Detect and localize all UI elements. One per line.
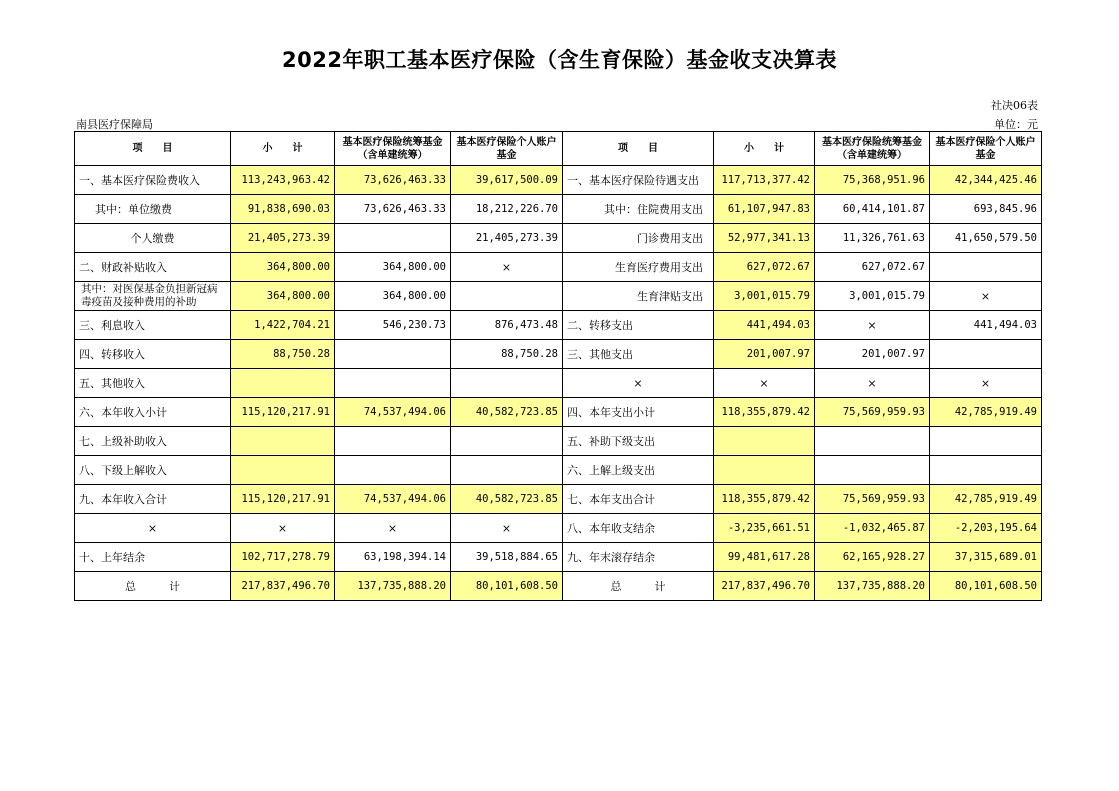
expense-subtotal: 118,355,879.42 — [714, 485, 815, 514]
income-personal: × — [451, 514, 563, 543]
header-income-personal-account: 基本医疗保险个人账户基金 — [451, 132, 563, 166]
expense-item: 三、其他支出 — [563, 340, 714, 369]
income-personal: 18,212,226.70 — [451, 195, 563, 224]
income-personal: 80,101,608.50 — [451, 572, 563, 601]
income-pooled — [335, 427, 451, 456]
expense-item: 五、补助下级支出 — [563, 427, 714, 456]
expense-subtotal: 99,481,617.28 — [714, 543, 815, 572]
income-pooled — [335, 224, 451, 253]
expense-personal: × — [930, 369, 1042, 398]
income-item: 八、下级上解收入 — [75, 456, 231, 485]
expense-item: 生育医疗费用支出 — [563, 253, 714, 282]
income-pooled: 137,735,888.20 — [335, 572, 451, 601]
table-header-row — [75, 132, 1042, 166]
expense-subtotal: 61,107,947.83 — [714, 195, 815, 224]
expense-item: 六、上解上级支出 — [563, 456, 714, 485]
income-pooled: 73,626,463.33 — [335, 195, 451, 224]
income-subtotal: 88,750.28 — [231, 340, 335, 369]
expense-subtotal: 52,977,341.13 — [714, 224, 815, 253]
income-pooled: 364,800.00 — [335, 282, 451, 311]
table-row — [75, 282, 1042, 311]
organization-name: 南县医疗保障局 — [76, 118, 153, 131]
expense-personal: -2,203,195.64 — [930, 514, 1042, 543]
expense-pooled: 60,414,101.87 — [815, 195, 930, 224]
expense-pooled: 137,735,888.20 — [815, 572, 930, 601]
table-row — [75, 195, 1042, 224]
income-subtotal: 102,717,278.79 — [231, 543, 335, 572]
header-expense-personal-account: 基本医疗保险个人账户基金 — [930, 132, 1042, 166]
income-subtotal: 115,120,217.91 — [231, 485, 335, 514]
expense-pooled: 62,165,928.27 — [815, 543, 930, 572]
expense-item: 二、转移支出 — [563, 311, 714, 340]
expense-subtotal: 627,072.67 — [714, 253, 815, 282]
income-personal: 876,473.48 — [451, 311, 563, 340]
expense-subtotal: 441,494.03 — [714, 311, 815, 340]
income-subtotal: 21,405,273.39 — [231, 224, 335, 253]
expense-pooled — [815, 427, 930, 456]
income-subtotal: × — [231, 514, 335, 543]
expense-personal: 693,845.96 — [930, 195, 1042, 224]
expense-personal: × — [930, 282, 1042, 311]
income-pooled: 364,800.00 — [335, 253, 451, 282]
income-personal — [451, 427, 563, 456]
expense-subtotal: 217,837,496.70 — [714, 572, 815, 601]
income-item: 其中：对医保基金负担新冠病毒疫苗及接种费用的补助 — [75, 282, 231, 311]
currency-unit: 单位：元 — [994, 118, 1038, 131]
expense-subtotal: × — [714, 369, 815, 398]
expense-personal: 41,650,579.50 — [930, 224, 1042, 253]
table-row — [75, 456, 1042, 485]
expense-personal — [930, 456, 1042, 485]
expense-pooled: 75,368,951.96 — [815, 166, 930, 195]
expense-pooled — [815, 456, 930, 485]
income-personal: 39,617,500.09 — [451, 166, 563, 195]
expense-subtotal: 3,001,015.79 — [714, 282, 815, 311]
income-pooled: 73,626,463.33 — [335, 166, 451, 195]
income-item: 九、本年收入合计 — [75, 485, 231, 514]
income-pooled: 546,230.73 — [335, 311, 451, 340]
income-item: 十、上年结余 — [75, 543, 231, 572]
expense-pooled: 3,001,015.79 — [815, 282, 930, 311]
expense-personal: 441,494.03 — [930, 311, 1042, 340]
income-pooled: 74,537,494.06 — [335, 485, 451, 514]
expense-pooled: -1,032,465.87 — [815, 514, 930, 543]
expense-pooled: × — [815, 369, 930, 398]
expense-pooled: 627,072.67 — [815, 253, 930, 282]
table-row — [75, 543, 1042, 572]
income-item: 四、转移收入 — [75, 340, 231, 369]
expense-item: 四、本年支出小计 — [563, 398, 714, 427]
income-subtotal — [231, 369, 335, 398]
table-row — [75, 166, 1042, 195]
expense-subtotal: 118,355,879.42 — [714, 398, 815, 427]
settlement-table — [74, 131, 1042, 601]
income-item: 六、本年收入小计 — [75, 398, 231, 427]
expense-item: 九、年末滚存结余 — [563, 543, 714, 572]
income-personal — [451, 282, 563, 311]
income-subtotal — [231, 456, 335, 485]
page-title: 2022年职工基本医疗保险（含生育保险）基金收支决算表 — [282, 48, 837, 72]
expense-personal: 42,785,919.49 — [930, 398, 1042, 427]
table-row — [75, 253, 1042, 282]
table-row — [75, 369, 1042, 398]
header-expense-subtotal: 小 计 — [714, 132, 815, 166]
expense-pooled: 201,007.97 — [815, 340, 930, 369]
income-pooled: 74,537,494.06 — [335, 398, 451, 427]
income-item: 三、利息收入 — [75, 311, 231, 340]
table-row — [75, 340, 1042, 369]
income-item: × — [75, 514, 231, 543]
income-subtotal: 217,837,496.70 — [231, 572, 335, 601]
expense-subtotal: 201,007.97 — [714, 340, 815, 369]
table-row-total — [75, 572, 1042, 601]
income-item: 七、上级补助收入 — [75, 427, 231, 456]
header-expense-item: 项 目 — [563, 132, 714, 166]
expense-personal — [930, 253, 1042, 282]
income-subtotal: 1,422,704.21 — [231, 311, 335, 340]
form-code: 社决06表 — [991, 99, 1038, 112]
income-item: 其中：单位缴费 — [75, 195, 231, 224]
expense-item: 门诊费用支出 — [563, 224, 714, 253]
table-row — [75, 311, 1042, 340]
income-pooled — [335, 456, 451, 485]
income-item: 五、其他收入 — [75, 369, 231, 398]
expense-total-label: 总 计 — [563, 572, 714, 601]
income-personal — [451, 456, 563, 485]
income-personal: 40,582,723.85 — [451, 485, 563, 514]
header-income-subtotal: 小 计 — [231, 132, 335, 166]
income-personal — [451, 369, 563, 398]
income-total-label: 总 计 — [75, 572, 231, 601]
expense-personal: 80,101,608.50 — [930, 572, 1042, 601]
income-subtotal — [231, 427, 335, 456]
expense-pooled: × — [815, 311, 930, 340]
income-pooled — [335, 369, 451, 398]
expense-pooled: 75,569,959.93 — [815, 398, 930, 427]
expense-personal: 42,344,425.46 — [930, 166, 1042, 195]
table-row — [75, 224, 1042, 253]
income-subtotal: 364,800.00 — [231, 282, 335, 311]
income-personal: 21,405,273.39 — [451, 224, 563, 253]
header-income-item: 项 目 — [75, 132, 231, 166]
expense-subtotal: -3,235,661.51 — [714, 514, 815, 543]
expense-personal — [930, 427, 1042, 456]
income-personal: 88,750.28 — [451, 340, 563, 369]
expense-subtotal — [714, 456, 815, 485]
income-subtotal: 113,243,963.42 — [231, 166, 335, 195]
income-item: 二、财政补贴收入 — [75, 253, 231, 282]
table-row — [75, 485, 1042, 514]
expense-personal — [930, 340, 1042, 369]
income-item: 个人缴费 — [75, 224, 231, 253]
income-subtotal: 91,838,690.03 — [231, 195, 335, 224]
income-item: 一、基本医疗保险费收入 — [75, 166, 231, 195]
expense-personal: 37,315,689.01 — [930, 543, 1042, 572]
expense-item: 其中：住院费用支出 — [563, 195, 714, 224]
income-personal: × — [451, 253, 563, 282]
expense-pooled: 11,326,761.63 — [815, 224, 930, 253]
income-personal: 39,518,884.65 — [451, 543, 563, 572]
expense-personal: 42,785,919.49 — [930, 485, 1042, 514]
table-row — [75, 398, 1042, 427]
expense-subtotal — [714, 427, 815, 456]
expense-item: 七、本年支出合计 — [563, 485, 714, 514]
expense-item: 生育津贴支出 — [563, 282, 714, 311]
table-row — [75, 514, 1042, 543]
expense-item: 一、基本医疗保险待遇支出 — [563, 166, 714, 195]
income-pooled: 63,198,394.14 — [335, 543, 451, 572]
expense-item: 八、本年收支结余 — [563, 514, 714, 543]
income-personal: 40,582,723.85 — [451, 398, 563, 427]
table-row — [75, 427, 1042, 456]
header-income-pooled-fund: 基本医疗保险统筹基金（含单建统筹） — [335, 132, 451, 166]
header-expense-pooled-fund: 基本医疗保险统筹基金（含单建统筹） — [815, 132, 930, 166]
income-pooled — [335, 340, 451, 369]
income-pooled: × — [335, 514, 451, 543]
income-subtotal: 115,120,217.91 — [231, 398, 335, 427]
expense-item: × — [563, 369, 714, 398]
expense-pooled: 75,569,959.93 — [815, 485, 930, 514]
income-subtotal: 364,800.00 — [231, 253, 335, 282]
expense-subtotal: 117,713,377.42 — [714, 166, 815, 195]
